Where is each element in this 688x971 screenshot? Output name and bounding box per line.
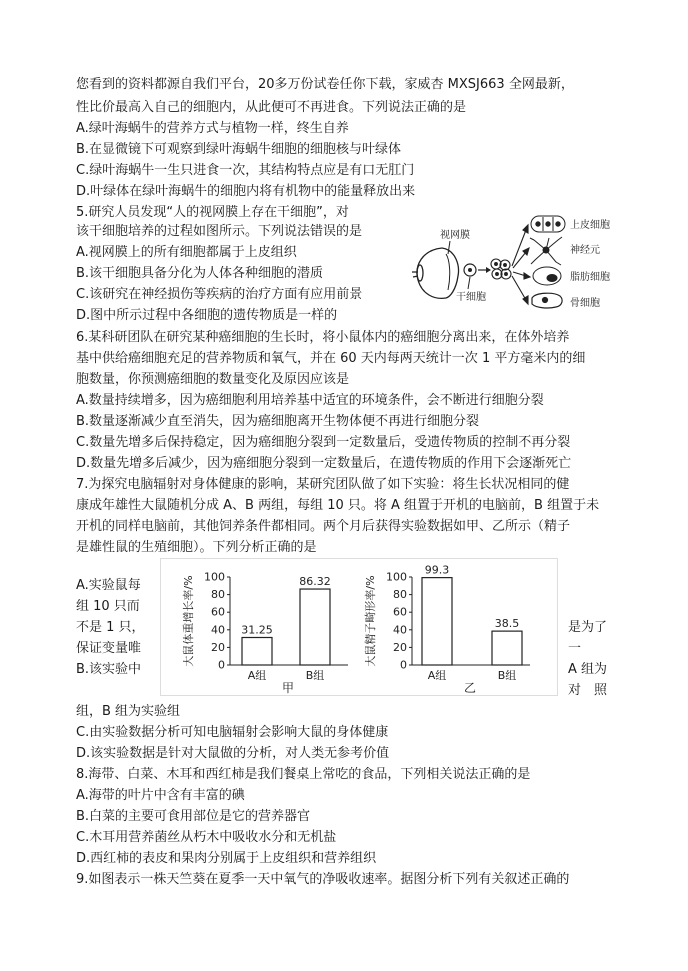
q7-option-a-tail-2: 一 — [568, 641, 582, 656]
q5-stem-line-1: 5.研究人员发现“人的视网膜上存在干细胞”，对 — [76, 205, 349, 220]
chart-2-value-label-0: 99.3 — [424, 563, 450, 577]
chart-2-value-label-1: 38.5 — [494, 617, 520, 631]
chart-1-tick-label-5: 100 — [204, 570, 225, 584]
chart-2-tick-label-2: 40 — [393, 623, 407, 637]
chart-1-value-label-0: 31.25 — [241, 623, 273, 637]
q7-stem-line-3: 开机的同样电脑前，其他饲养条件都相同。两个月后获得实验数据如甲、乙所示（精子 — [76, 519, 571, 534]
q8-option-b: B.白菜的主要可食用部位是它的营养器官 — [76, 809, 311, 824]
q6-stem-line-3: 胞数量，你预测癌细胞的数量变化及原因应该是 — [76, 372, 350, 387]
q4-option-a: A.绿叶海蜗牛的营养方式与植物一样，终生自养 — [76, 121, 349, 136]
q7-stem-line-2: 康成年雄性大鼠随机分成 A、B 两组，每组 10 只。将 A 组置于开机的电脑前，B 组置于未 — [76, 498, 600, 513]
chart-1-category-label-0: A组 — [247, 669, 267, 682]
q7-option-b-tail-3: 组，B 组为实验组 — [76, 704, 181, 719]
q7-option-a-part-3: 不是 1 只， — [76, 620, 145, 635]
q7-option-a-tail-1: 是为了 — [568, 620, 608, 635]
neuron-label: 神经元 — [570, 245, 600, 256]
chart-2-title: 乙 — [463, 681, 477, 695]
q7-option-b-tail-2: 对 照 — [568, 683, 608, 698]
q5-option-a: A.视网膜上的所有细胞都属于上皮组织 — [76, 245, 297, 260]
chart-1-bar-0 — [242, 638, 272, 666]
q7-option-b-tail-1: A 组为 — [568, 662, 608, 677]
q9-stem: 9.如图表示一株天竺葵在夏季一天中氧气的净吸收速率。据图分析下列有关叙述正确的 — [76, 872, 570, 887]
eye-illustration — [412, 248, 458, 298]
chart-1-tick-label-4: 80 — [211, 588, 225, 602]
bone-cell-label: 骨细胞 — [570, 298, 600, 309]
q7-option-a-part-2: 组 10 只而 — [76, 599, 140, 614]
stem-cell-label: 干细胞 — [456, 292, 486, 303]
fat-cell-icon — [533, 267, 561, 285]
q5-option-c: C.该研究在神经损伤等疾病的治疗方面有应用前景 — [76, 287, 363, 302]
q8-option-a: A.海带的叶片中含有丰富的碘 — [76, 788, 245, 803]
chart-1-tick-label-2: 40 — [211, 623, 225, 637]
q6-option-d: D.数量先增多后减少，因为癌细胞分裂到一定数量后，在遗传物质的作用下会逐渐死亡 — [76, 456, 572, 471]
q5-stem-line-2: 该干细胞培养的过程如图所示。下列说法错误的是 — [76, 224, 363, 239]
q8-option-c: C.木耳用营养菌丝从朽木中吸收水分和无机盐 — [76, 830, 337, 845]
chart-1-value-label-1: 86.32 — [299, 575, 331, 589]
q7-option-d: D.该实验数据是针对大鼠做的分析，对人类无参考价值 — [76, 746, 390, 761]
chart-2-tick-label-0: 0 — [400, 658, 407, 672]
q4-option-c: C.绿叶海蜗牛一生只进食一次，其结构特点应是有口无肛门 — [76, 163, 415, 178]
chart-1-y-label: 大鼠体重增长率/% — [182, 575, 195, 667]
q7-charts — [160, 558, 558, 696]
chart-1-bar-1 — [300, 589, 330, 665]
chart-2-tick-label-3: 60 — [393, 605, 407, 619]
epithelial-cell-label: 上皮细胞 — [570, 220, 610, 231]
epithelial-cell-icon — [531, 216, 565, 232]
chart-1-title: 甲 — [281, 681, 295, 695]
dividing-cells — [491, 259, 511, 279]
stem-cell-figure — [404, 210, 620, 318]
neuron-icon — [530, 237, 562, 265]
q4-option-b: B.在显微镜下可观察到绿叶海蜗牛细胞的细胞核与叶绿体 — [76, 142, 402, 157]
intro-line-1: 您看到的资料都源自我们平台，20多万份试卷任你下载，家威杏 MXSJ663 全网最新， — [76, 77, 574, 92]
chart-1-tick-label-3: 60 — [211, 605, 225, 619]
chart-2-category-label-1: B组 — [497, 669, 517, 682]
chart-1-tick-label-0: 0 — [218, 658, 225, 672]
q6-option-b: B.数量逐渐减少直至消失，因为癌细胞离开生物体便不再进行细胞分裂 — [76, 414, 480, 429]
q4-option-d: D.叶绿体在绿叶海蜗牛的细胞内将有机物中的能量释放出来 — [76, 184, 416, 199]
q5-option-d: D.图中所示过程中各细胞的遗传物质是一样的 — [76, 308, 338, 323]
chart-2-category-label-0: A组 — [427, 669, 447, 682]
q6-stem-line-1: 6.某科研团队在研究某种癌细胞的生长时，将小鼠体内的癌细胞分离出来，在体外培养 — [76, 330, 570, 345]
chart-2-tick-label-1: 20 — [393, 640, 407, 654]
q8-stem: 8.海带、白菜、木耳和西红柿是我们餐桌上常吃的食品，下列相关说法正确的是 — [76, 767, 531, 782]
q7-stem-line-4: 是雄性鼠的生殖细胞）。下列分析正确的是 — [76, 540, 317, 555]
chart-2-tick-label-5: 100 — [386, 570, 407, 584]
q6-option-c: C.数量先增多后保持稳定，因为癌细胞分裂到一定数量后，受遗传物质的控制不再分裂 — [76, 435, 571, 450]
fat-cell-label: 脂肪细胞 — [570, 272, 610, 283]
q7-option-b-part-1: B.该实验中 — [76, 662, 142, 677]
chart-2-y-label: 大鼠精子畸形率/% — [364, 575, 377, 667]
q7-stem-line-1: 7.为探究电脑辐射对身体健康的影响，某研究团队做了如下实验：将生长状况相同的健 — [76, 477, 570, 492]
q7-option-a-part-1: A.实验鼠每 — [76, 578, 141, 593]
q6-stem-line-2: 基中供给癌细胞充足的营养物质和氧气，并在 60 天内每两天统计一次 1 平方毫米内的细 — [76, 351, 586, 366]
q5-option-b: B.该干细胞具备分化为人体各种细胞的潜质 — [76, 266, 324, 281]
q6-option-a: A.数量持续增多，因为癌细胞利用培养基中适宜的环境条件，会不断进行细胞分裂 — [76, 393, 544, 408]
intro-line-2: 性比价最高入自己的细胞内，从此便可不再进食。下列说法正确的是 — [76, 100, 467, 115]
bone-cell-icon — [532, 293, 562, 308]
q7-option-c: C.由实验数据分析可知电脑辐射会影响大鼠的身体健康 — [76, 725, 389, 740]
q7-option-a-part-4: 保证变量唯 — [76, 641, 142, 656]
chart-2-tick-label-4: 80 — [393, 588, 407, 602]
chart-1-tick-label-1: 20 — [211, 640, 225, 654]
retina-label: 视网膜 — [440, 230, 470, 241]
chart-2-bar-0 — [422, 578, 452, 665]
chart-1-category-label-1: B组 — [305, 669, 325, 682]
chart-2-bar-1 — [492, 631, 522, 665]
q8-option-d: D.西红柿的表皮和果肉分别属于上皮组织和营养组织 — [76, 851, 377, 866]
